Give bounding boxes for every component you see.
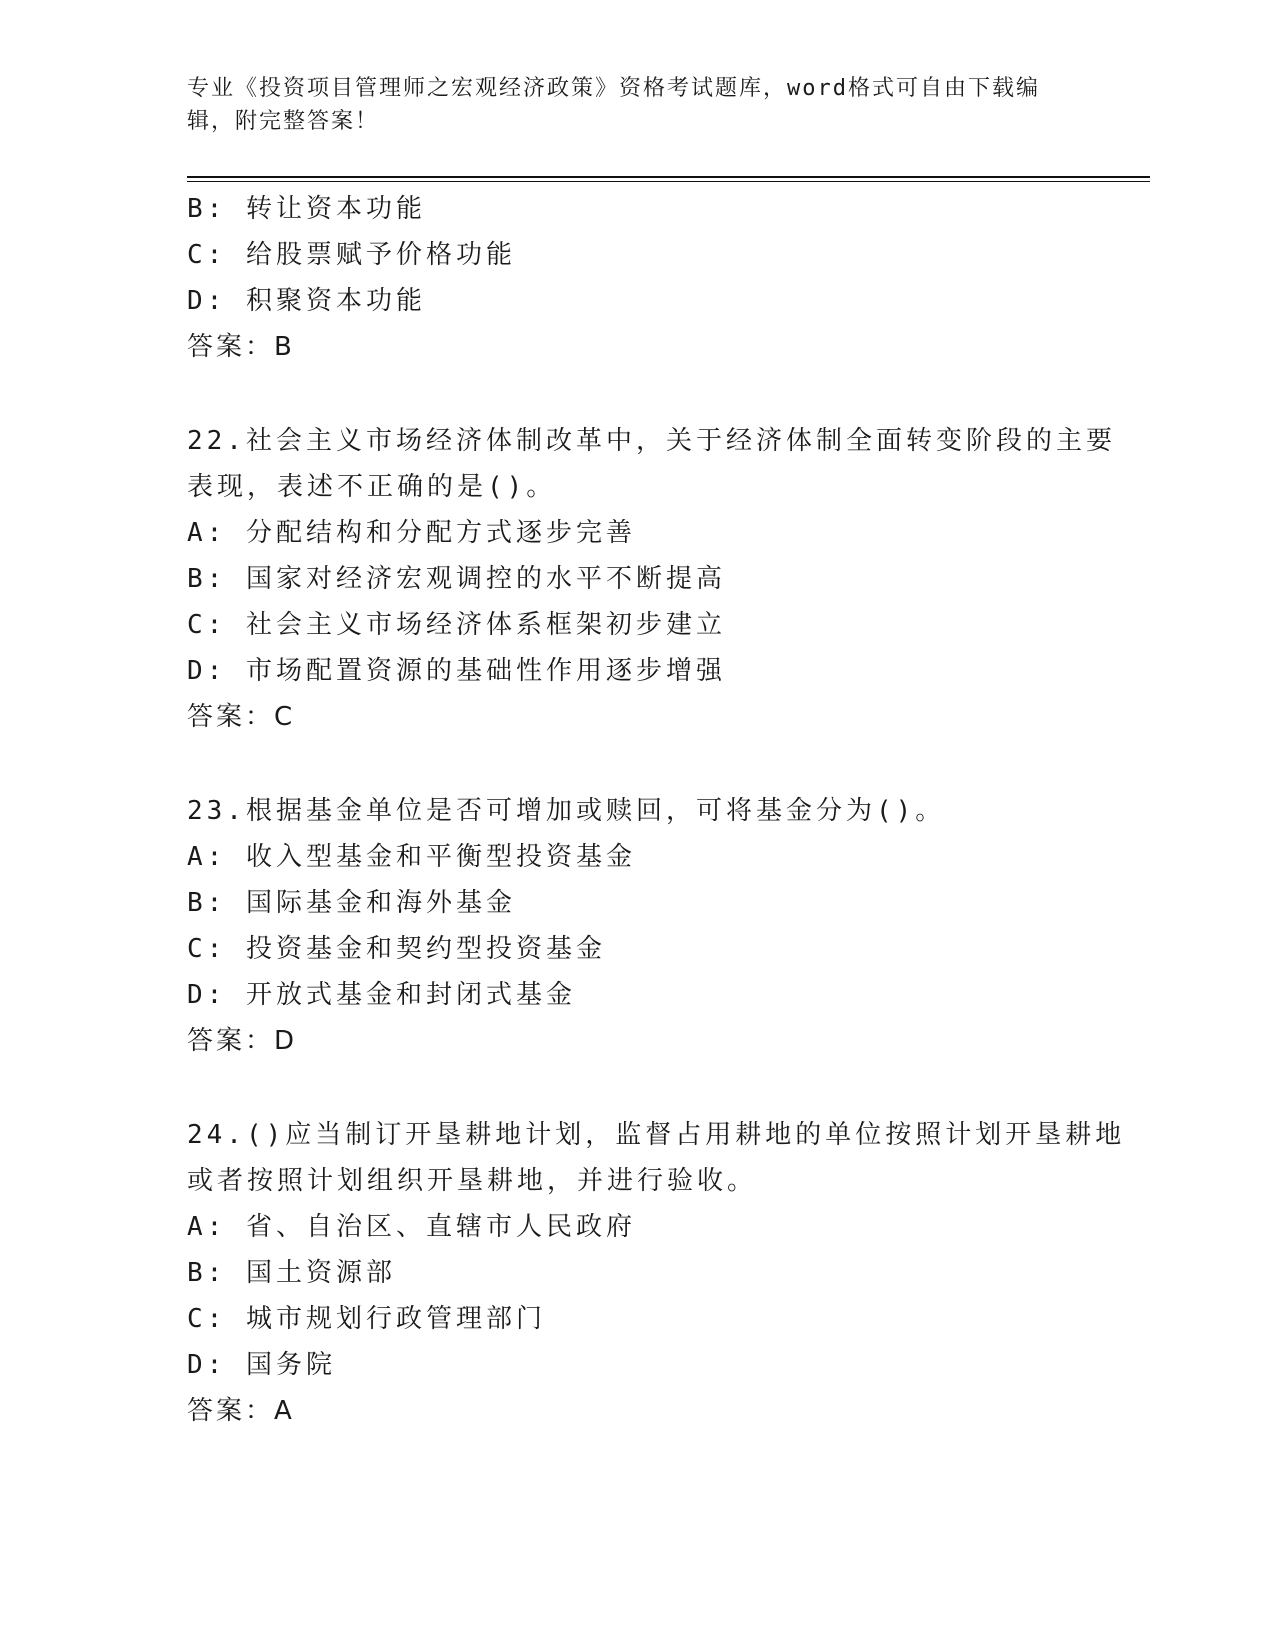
question-text-line-1: 22.社会主义市场经济体制改革中，关于经济体制全面转变阶段的主要 xyxy=(187,426,1116,456)
answer-line: 答案：A xyxy=(187,1396,295,1426)
question-block-24 xyxy=(187,1112,1126,1434)
option-d: D: 国务院 xyxy=(187,1350,336,1380)
question-text-line-2: 或者按照计划组织开垦耕地，并进行验收。 xyxy=(187,1166,758,1196)
option-a: A: 省、自治区、直辖市人民政府 xyxy=(187,1212,636,1242)
header-divider-thin xyxy=(187,181,1150,182)
option-c: C: 给股票赋予价格功能 xyxy=(187,240,516,270)
option-c: C: 城市规划行政管理部门 xyxy=(187,1304,546,1334)
question-text-line-1: 24.()应当制订开垦耕地计划，监督占用耕地的单位按照计划开垦耕地 xyxy=(187,1120,1126,1150)
question-block-22 xyxy=(187,418,1116,740)
header-divider-thick xyxy=(187,176,1150,178)
question-text-line-1: 23.根据基金单位是否可增加或赎回，可将基金分为()。 xyxy=(187,796,946,826)
option-b: B: 国家对经济宏观调控的水平不断提高 xyxy=(187,564,726,594)
option-d: D: 开放式基金和封闭式基金 xyxy=(187,980,576,1010)
option-a: A: 收入型基金和平衡型投资基金 xyxy=(187,842,636,872)
question-text-line-2: 表现，表述不正确的是()。 xyxy=(187,472,557,502)
answer-line: 答案：C xyxy=(187,702,296,732)
option-a: A: 分配结构和分配方式逐步完善 xyxy=(187,518,636,548)
option-b: B: 转让资本功能 xyxy=(187,194,426,224)
option-d: D: 市场配置资源的基础性作用逐步增强 xyxy=(187,656,726,686)
option-d: D: 积聚资本功能 xyxy=(187,286,426,316)
option-b: B: 国土资源部 xyxy=(187,1258,396,1288)
option-c: C: 投资基金和契约型投资基金 xyxy=(187,934,606,964)
header-line-1: 专业《投资项目管理师之宏观经济政策》资格考试题库，word格式可自由下载编 xyxy=(187,76,1040,101)
answer-line: 答案：B xyxy=(187,332,295,362)
option-b: B: 国际基金和海外基金 xyxy=(187,888,516,918)
page-header xyxy=(187,72,1087,138)
answer-line: 答案：D xyxy=(187,1026,298,1056)
option-c: C: 社会主义市场经济体系框架初步建立 xyxy=(187,610,726,640)
question-block-23 xyxy=(187,788,1087,1064)
question-list xyxy=(187,186,1126,1434)
question-block-21-continued xyxy=(187,186,1087,370)
header-line-2: 辑，附完整答案！ xyxy=(187,109,380,134)
